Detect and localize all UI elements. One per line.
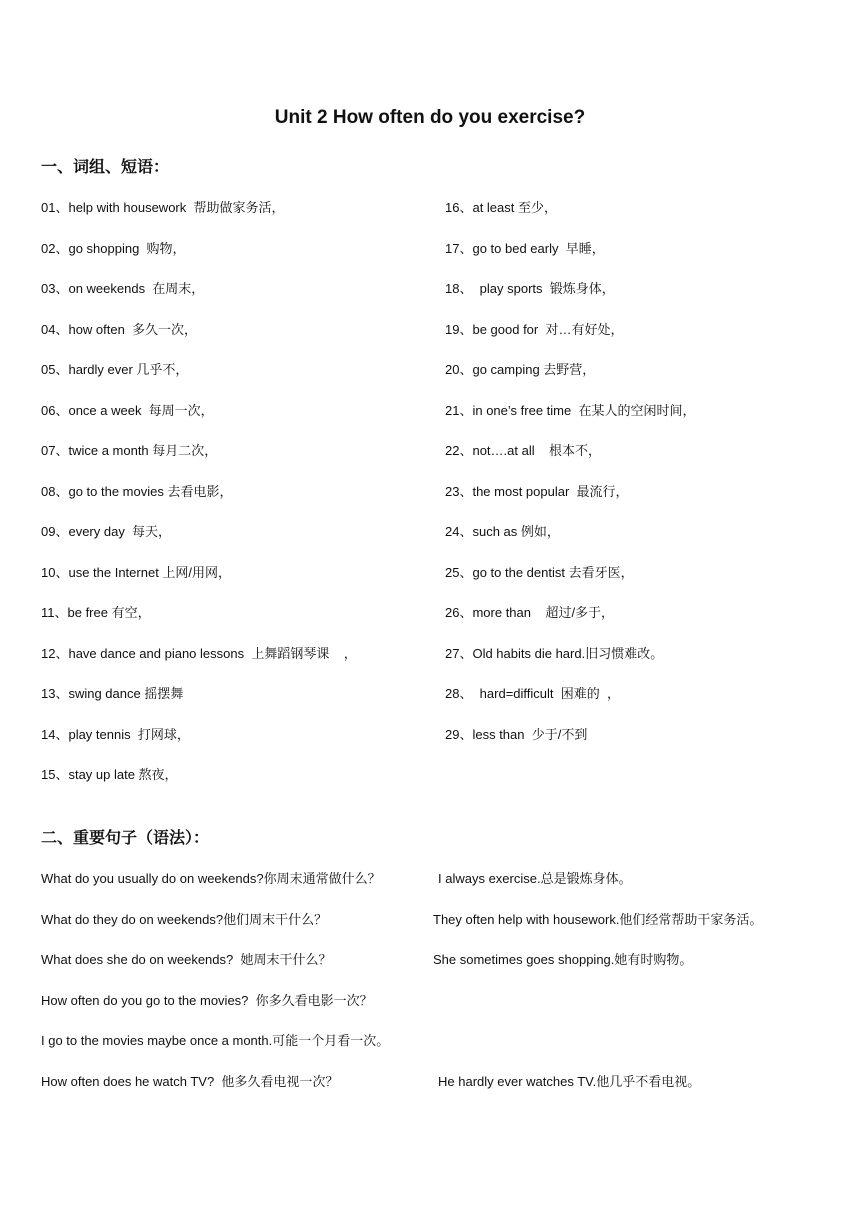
phrase-item: 10、use the Internet 上网/用网， bbox=[41, 564, 232, 580]
phrase-list-left bbox=[41, 198, 441, 806]
phrase-item: 25、go to the dentist 去看牙医， bbox=[445, 564, 634, 580]
phrase-item: 23、the most popular 最流行， bbox=[445, 483, 629, 499]
phrase-item: 22、not….at all 根本不， bbox=[445, 443, 602, 458]
sentence-row bbox=[0, 1031, 860, 1072]
phrase-item: 19、be good for 对…有好处， bbox=[445, 321, 624, 337]
sentence-row bbox=[0, 910, 860, 951]
sentence-answer: They often help with housework.他们经常帮助干家务活。 bbox=[433, 911, 763, 927]
sentence-answer: She sometimes goes shopping.她有时购物。 bbox=[433, 952, 693, 967]
phrase-item: 12、have dance and piano lessons 上舞蹈钢琴课 ， bbox=[41, 645, 357, 661]
phrase-item: 01、help with housework 帮助做家务活， bbox=[41, 200, 285, 215]
phrase-item: 21、in one’s free time 在某人的空闲时间， bbox=[445, 402, 696, 418]
sentence-question: How often do you go to the movies? 你多久看电影一次？ bbox=[41, 992, 373, 1008]
phrase-item: 20、go camping 去野营， bbox=[445, 362, 596, 377]
sentence-answer: I always exercise.总是锻炼身体。 bbox=[438, 871, 632, 886]
sentence-question: How often does he watch TV? 他多久看电视一次？ bbox=[41, 1073, 339, 1089]
section-heading-phrases: 一、词组、短语： bbox=[41, 159, 170, 176]
sentence-row bbox=[0, 869, 860, 910]
phrase-item: 17、go to bed early 早睡， bbox=[445, 240, 605, 256]
phrase-item: 27、Old habits die hard.旧习惯难改。 bbox=[445, 645, 664, 661]
phrase-item: 11、be free 有空， bbox=[41, 605, 151, 620]
section-heading-sentences: 二、重要句子（语法）： bbox=[41, 830, 210, 847]
sentence-question: I go to the movies maybe once a month.可能一个月看一次。 bbox=[41, 1033, 390, 1048]
phrase-item: 28、 hard=difficult 困难的 ， bbox=[445, 686, 620, 701]
sentence-answer: He hardly ever watches TV.他几乎不看电视。 bbox=[438, 1073, 701, 1089]
phrase-item: 18、 play sports 锻炼身体， bbox=[445, 281, 615, 296]
phrase-item: 13、swing dance 摇摆舞 bbox=[41, 686, 184, 701]
phrase-item: 29、less than 少于/不到 bbox=[445, 726, 588, 742]
phrase-item: 16、at least 至少， bbox=[445, 200, 557, 215]
sentence-question: What does she do on weekends? 她周末干什么？ bbox=[41, 952, 332, 967]
phrase-item: 14、play tennis 打网球， bbox=[41, 726, 190, 742]
phrase-item: 24、such as 例如， bbox=[445, 524, 560, 539]
phrase-item: 04、how often 多久一次， bbox=[41, 321, 198, 337]
sentence-row bbox=[0, 991, 860, 1032]
phrase-item: 09、every day 每天， bbox=[41, 524, 172, 539]
phrase-item: 07、twice a month 每月二次， bbox=[41, 443, 218, 458]
document-title: Unit 2 How often do you exercise? bbox=[274, 107, 586, 128]
phrase-item: 05、hardly ever 几乎不， bbox=[41, 362, 189, 377]
phrase-item: 06、once a week 每周一次， bbox=[41, 402, 214, 418]
phrase-item: 03、on weekends 在周末， bbox=[41, 281, 205, 296]
sentence-row bbox=[0, 950, 860, 991]
sentence-list bbox=[0, 869, 860, 1112]
phrase-list-right bbox=[445, 198, 855, 765]
sentence-question: What do you usually do on weekends?你周末通常做什么？ bbox=[41, 871, 381, 886]
sentence-question: What do they do on weekends?他们周末干什么？ bbox=[41, 911, 328, 927]
sentence-row bbox=[0, 1072, 860, 1113]
phrase-item: 02、go shopping 购物， bbox=[41, 240, 186, 256]
phrase-item: 15、stay up late 熬夜， bbox=[41, 767, 178, 782]
phrase-item: 08、go to the movies 去看电影， bbox=[41, 483, 233, 499]
phrase-item: 26、more than 超过/多于， bbox=[445, 605, 615, 620]
